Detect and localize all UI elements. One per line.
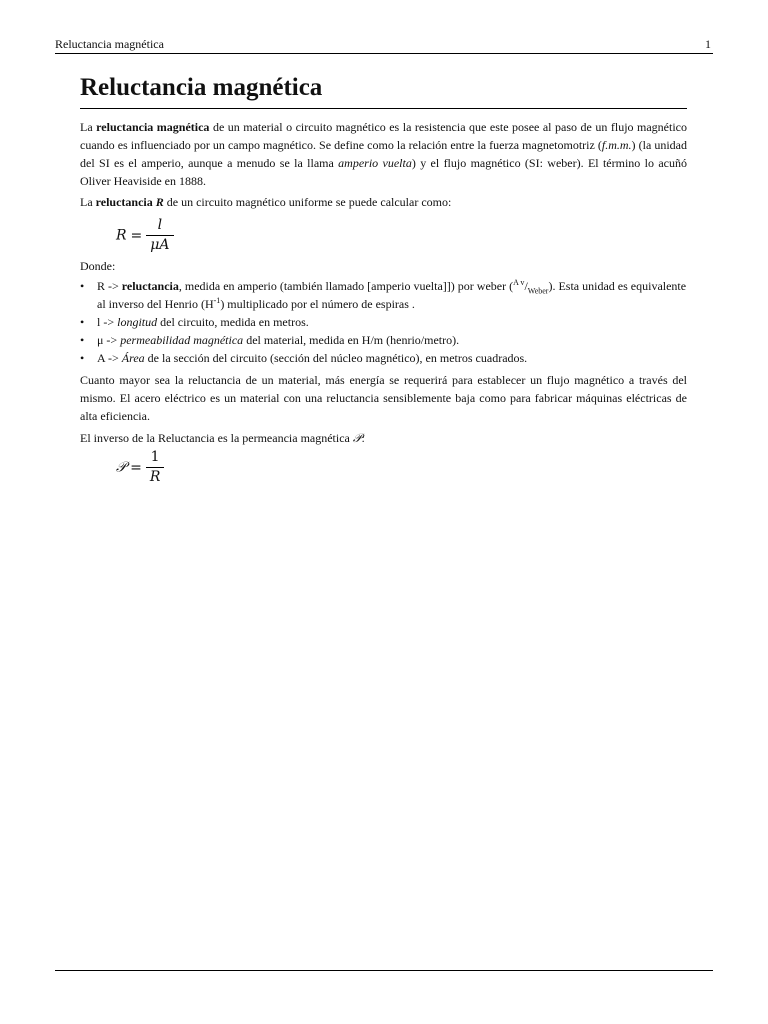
term-italic: longitud [117,315,158,329]
numerator: 1 [146,449,165,468]
intro-paragraph [80,118,687,190]
text-run: , medida en amperio (también llamado [amperio vuelta]]) por weber ( [178,279,514,293]
bullet: • [80,279,85,293]
bullet: • [80,351,85,365]
article-title: Reluctancia magnética [80,72,687,109]
formula-lhs: 𝒫 [116,459,127,476]
permeance-symbol: 𝒫 [352,431,362,445]
running-title: Reluctancia magnética [55,37,164,51]
term-bold: reluctancia magnética [96,120,210,134]
page-number: 1 [705,37,711,51]
text-run: del circuito, medida en metros. [157,315,309,329]
denominator: R [149,469,161,485]
text-run: El inverso de la Reluctancia es la permeancia magnética [80,431,353,445]
calc-paragraph [80,193,687,211]
text-run: : [361,431,365,445]
term-bold: reluctancia [121,279,179,293]
term-italic: Área [121,351,145,365]
energy-paragraph: Cuanto mayor sea la reluctancia de un material, más energía se requerirá para establecer un flujo magnético a través del mismo. El acero eléctrico es un material con una reluctancia sensiblemente baja como para fabricar máquinas eléctricas de alta eficiencia. [80,373,687,423]
text-run: ) multiplicado por el número de espiras . [220,297,415,311]
list-item [80,277,687,313]
list-item [80,349,687,367]
text-run: de un material o circuito magnético es la resistencia que este posee al paso de un flujo magnético cuando es influenciado por un campo magnético. Se define como la relación entre la fuerza magnetomotriz ( [80,120,688,152]
equals-sign: = [130,227,143,244]
formula-lhs: R [116,227,127,244]
exponent: -1 [213,296,221,305]
text-run: ) (la unidad del SI es el amperio, aunque a menudo se la llama [80,138,687,170]
denominator: μA [150,237,170,253]
fraction [146,449,165,486]
text-run: A -> [97,351,122,365]
term-italic: permeabilidad magnética [120,333,244,347]
article-body [80,72,687,489]
bullet: • [80,333,85,347]
text-run: La [80,195,96,209]
unit-subscript: Weber [527,286,549,296]
page-header [55,37,713,54]
unit-slash: / [524,279,528,293]
equals-sign: = [130,459,142,476]
footer-rule [55,970,713,971]
inverse-paragraph [80,429,687,447]
term-bold: reluctancia [95,195,156,209]
text-run: R -> [97,279,122,293]
text-run: La [80,120,97,134]
symbol-r: R [155,195,164,209]
text-run: ). Esta unidad es equivalente al inverso del Henrio (H [97,279,687,311]
permeance-formula [116,449,687,489]
list-item [80,331,687,349]
text-run: del material, medida en H/m (henrio/metro). [243,333,460,347]
donde-label: Donde: [80,259,116,273]
bullet: • [80,315,85,329]
text-run: ) y el flujo magnético (SI: weber). El término lo acuñó Oliver Heaviside en 1888. [80,156,687,188]
term-italic: amperio vuelta [338,156,412,170]
variable-list [80,277,687,367]
fraction [146,217,173,254]
list-item [80,313,687,331]
text-run: l -> [97,315,118,329]
text-run: de un circuito magnético uniforme se puede calcular como: [163,195,452,209]
abbrev-italic: f.m.m. [601,138,632,152]
text-run: de la sección del circuito (sección del núcleo magnético), en metros cuadrados. [144,351,528,365]
reluctance-formula [116,217,687,257]
text-run: μ -> [97,333,121,347]
numerator: l [146,217,173,236]
unit-superscript: A v [513,278,525,287]
